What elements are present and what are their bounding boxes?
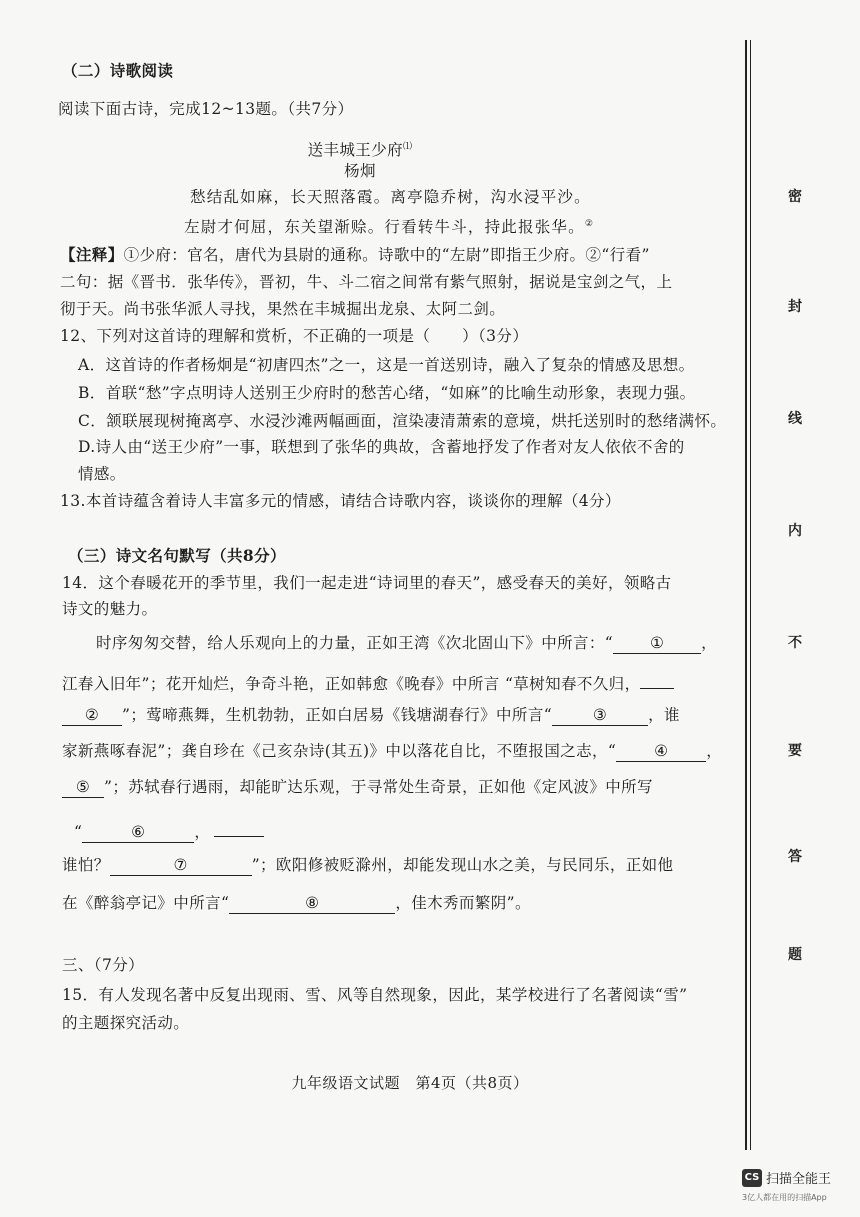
q14-line-2: 诗文的魅力。 xyxy=(62,600,158,618)
q14-line-1: 14．这个春暖花开的季节里，我们一起走进“诗词里的春天”，感受春天的美好，领略古 xyxy=(62,574,672,592)
blank-2[interactable]: ② xyxy=(62,705,122,726)
blank-2-start[interactable] xyxy=(640,668,674,689)
poem-title: 送丰城王少府⑴ xyxy=(307,141,413,160)
scanner-app-name: 扫描全能王 xyxy=(766,1172,832,1187)
q14-para-7: 谁怕？ ⑦ ”；欧阳修被贬滁州，却能发现山水之美，与民同乐，正如他 xyxy=(62,856,674,874)
seal-char-6: 要 xyxy=(788,743,802,759)
seal-char-5: 不 xyxy=(788,635,802,651)
seal-char-7: 答 xyxy=(788,849,802,865)
seal-char-2: 封 xyxy=(788,299,802,315)
poem-note-3: 彻于天。尚书张华派人寻找，果然在丰城掘出龙泉、太阿二剑。 xyxy=(60,300,506,318)
poem-line-1: 愁结乱如麻，长天照落霞。离亭隐乔树，沟水浸平沙。 xyxy=(190,188,591,206)
seal-char-8: 题 xyxy=(788,947,802,963)
scanner-badge xyxy=(742,1168,831,1187)
seal-char-1: 密 xyxy=(788,189,802,205)
blank-5[interactable]: ⑤ xyxy=(62,777,104,798)
page-footer: 九年级语文试题 第4页（共8页） xyxy=(291,1074,529,1092)
section-title-poetry: （二）诗歌阅读 xyxy=(62,61,174,80)
camscanner-logo-icon: CS xyxy=(742,1169,762,1187)
q14-para-8: 在《醉翁亭记》中所言“ ⑧ ，佳木秀而繁阴”。 xyxy=(62,894,531,912)
seal-char-3: 线 xyxy=(788,411,802,427)
blank-1[interactable]: ① xyxy=(613,633,701,654)
q13-stem: 13.本首诗蕴含着诗人丰富多元的情感，请结合诗歌内容，谈谈你的理解（4分） xyxy=(60,492,621,510)
poem-author: 杨炯 xyxy=(344,162,376,180)
q14-para-6: “ ⑥ ， xyxy=(74,816,264,843)
section-title-dictation: （三）诗文名句默写（共8分） xyxy=(68,546,286,565)
seal-line-right xyxy=(750,40,751,1150)
scanner-tagline: 3亿人都在用的扫描App xyxy=(742,1193,827,1202)
q12-option-d: D.诗人由“送王少府”一事，联想到了张华的典故，含蓄地抒发了作者对友人依依不舍的 xyxy=(78,438,685,456)
q12-option-d-cont: 情感。 xyxy=(78,465,126,483)
q15-line-2: 的主题探究活动。 xyxy=(62,1014,190,1032)
blank-7[interactable]: ⑦ xyxy=(110,855,252,876)
seal-char-4: 内 xyxy=(788,523,802,539)
q14-para-5: ⑤ ”；苏轼春行遇雨，却能旷达乐观，于寻常处生奇景，正如他《定风波》中所写 xyxy=(62,776,653,798)
seal-line-left xyxy=(745,40,747,1150)
poem-note-2: 二句：据《晋书．张华传》，晋初，牛、斗二宿之间常有紫气照射，据说是宝剑之气，上 xyxy=(60,273,673,291)
blank-3[interactable]: ③ xyxy=(552,705,648,726)
q12-option-b: B．首联“愁”字点明诗人送别王少府时的愁苦心绪，“如麻”的比喻生动形象，表现力强。 xyxy=(78,384,696,402)
poem-note-1: 【注释】①少府：官名，唐代为县尉的通称。诗歌中的“左尉”即指王少府。②“行看” xyxy=(60,245,650,264)
blank-7-start[interactable] xyxy=(214,816,264,837)
q12-option-a: A．这首诗的作者杨炯是“初唐四杰”之一，这是一首送别诗，融入了复杂的情感及思想。 xyxy=(78,356,695,374)
blank-4[interactable]: ④ xyxy=(616,741,706,762)
poetry-instruction: 阅读下面古诗，完成12~13题。（共7分） xyxy=(58,100,354,118)
q14-para-2: 江春入旧年”；花开灿烂，争奇斗艳，正如韩愈《晚春》中所言 “草树知春不久归， xyxy=(62,668,674,695)
q14-para-3: ② ”；莺啼燕舞，生机勃勃，正如白居易《钱塘湖春行》中所言“ ③ ，谁 xyxy=(62,704,680,726)
poem-line-2: 左尉才何屈，东关望渐赊。行看转牛斗，持此报张华。② xyxy=(184,218,595,237)
q12-stem: 12、下列对这首诗的理解和赏析，不正确的一项是（ ）（3分） xyxy=(60,327,529,345)
q14-para-4: 家新燕啄春泥”；龚自珍在《己亥杂诗(其五)》中以落花自比，不堕报国之志，“ ④ ， xyxy=(62,742,723,760)
blank-8[interactable]: ⑧ xyxy=(229,893,395,914)
q15-line-1: 15．有人发现名著中反复出现雨、雪、风等自然现象，因此，某学校进行了名著阅读“雪” xyxy=(62,986,688,1004)
blank-6[interactable]: ⑥ xyxy=(82,822,194,843)
section-iii-title: 三、（7分） xyxy=(62,956,145,974)
q14-para-1: 时序匆匆交替，给人乐观向上的力量，正如王湾《次北固山下》中所言：“ ① ， xyxy=(96,634,718,652)
q12-option-c: C．颔联展现树掩离亭、水浸沙滩两幅画面，渲染凄清萧索的意境，烘托送别时的愁绪满怀。 xyxy=(78,412,727,430)
